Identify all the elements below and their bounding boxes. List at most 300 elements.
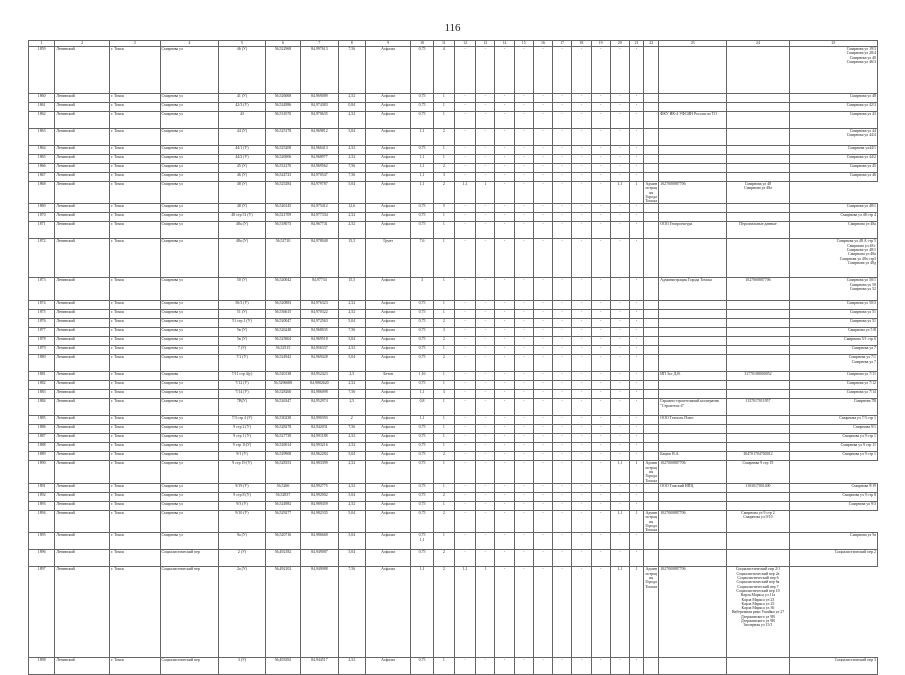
table-cell <box>659 346 727 355</box>
table-cell: 0,75 <box>411 658 433 675</box>
table-cell: 7,56 <box>338 425 365 434</box>
table-cell: 1 <box>476 567 495 658</box>
table-cell: Асфальт <box>365 434 411 443</box>
table-cell: 56,5266 <box>265 483 300 492</box>
table-row <box>29 319 878 328</box>
page-number: 116 <box>444 22 461 34</box>
table-cell <box>659 390 727 399</box>
table-cell: - <box>572 550 591 567</box>
table-cell: Смирнова ул 48а <box>789 222 877 239</box>
table-cell: - <box>514 461 533 483</box>
table-cell: 84,944517 <box>301 658 338 675</box>
table-cell: 0,75 <box>411 492 433 501</box>
table-cell: 1 <box>476 182 495 204</box>
table-cell <box>727 434 790 443</box>
table-cell: 31770188000052 <box>727 372 790 381</box>
table-cell: 1895 <box>29 533 55 550</box>
table-cell: 1867 <box>29 173 55 182</box>
table-cell: 1 <box>433 103 454 112</box>
table-cell: - <box>553 416 572 425</box>
table-cell: - <box>533 443 552 452</box>
table-cell: 0,75 <box>411 94 433 103</box>
table-cell: - <box>495 399 514 416</box>
table-cell: - <box>454 204 475 213</box>
table-cell: - <box>572 173 591 182</box>
table-cell: - <box>610 416 629 425</box>
table-cell: 1,1 <box>454 567 475 658</box>
table-cell: 0,75 <box>411 301 433 310</box>
table-cell <box>644 278 659 301</box>
table-cell: - <box>454 47 475 94</box>
table-row <box>29 337 878 346</box>
table-cell: Асфальт <box>365 567 411 658</box>
table-cell: 56,492102 <box>265 567 300 658</box>
table-cell: 1 <box>433 399 454 416</box>
table-cell: 56,524982 <box>265 501 300 510</box>
table-cell: 84,970322 <box>301 310 338 319</box>
table-cell: 84,949088 <box>301 567 338 658</box>
table-cell: 56,526068 <box>265 94 300 103</box>
table-row <box>29 533 878 550</box>
table-cell: - <box>629 658 643 675</box>
table-cell: - <box>572 222 591 239</box>
table-cell: - <box>610 328 629 337</box>
table-cell: 1 <box>433 381 454 390</box>
table-cell: - <box>476 434 495 443</box>
table-cell: 1859 <box>29 47 55 94</box>
table-cell: 44 (У) <box>219 129 266 146</box>
table-cell: - <box>610 434 629 443</box>
table-cell: ФКУ ИК-4 УФСИН России по ТО <box>659 112 727 129</box>
table-cell <box>644 658 659 675</box>
table-cell: г. Томск <box>109 173 160 182</box>
table-cell: 56,5296688 <box>265 381 300 390</box>
table-cell: - <box>572 567 591 658</box>
table-cell: - <box>553 483 572 492</box>
table-cell <box>644 355 659 372</box>
table-cell: 1889 <box>29 452 55 461</box>
table-cell <box>644 319 659 328</box>
table-cell: Смирнова ул <box>160 103 219 112</box>
table-cell: - <box>495 346 514 355</box>
table-cell: 56,525208 <box>265 146 300 155</box>
table-cell: 46 (У) <box>219 47 266 94</box>
table-cell: Асфальт <box>365 355 411 372</box>
table-cell: - <box>454 550 475 567</box>
table-cell: Ленинский <box>55 501 110 510</box>
table-cell: - <box>454 452 475 461</box>
table-cell: г. Томск <box>109 550 160 567</box>
table-cell: 84,990393 <box>301 416 338 425</box>
table-cell: Ленинский <box>55 381 110 390</box>
table-cell <box>644 425 659 434</box>
table-cell: 56,492182 <box>265 550 300 567</box>
table-cell: - <box>610 103 629 112</box>
table-cell: 45 (У) <box>219 164 266 173</box>
table-cell: 2,52 <box>338 94 365 103</box>
column-number: 8 <box>338 41 365 47</box>
table-cell: - <box>572 452 591 461</box>
table-cell <box>644 434 659 443</box>
table-cell <box>659 319 727 328</box>
table-cell: - <box>591 310 610 319</box>
table-cell: г. Томск <box>109 372 160 381</box>
table-cell: - <box>495 337 514 346</box>
table-cell: Смирнова ул <box>160 47 219 94</box>
table-cell: 3 <box>433 390 454 399</box>
table-cell: 1,1 <box>610 461 629 483</box>
table-cell: Смирнова 9/19 <box>789 483 877 492</box>
table-cell <box>659 355 727 372</box>
table-cell: 0,75 <box>411 310 433 319</box>
table-row <box>29 434 878 443</box>
table-cell: 5,04 <box>338 319 365 328</box>
table-cell: 1874 <box>29 301 55 310</box>
table-cell: - <box>572 239 591 278</box>
table-cell: 9/10 (У) <box>219 510 266 532</box>
table-cell <box>644 222 659 239</box>
table-cell <box>727 112 790 129</box>
table-cell: - <box>572 425 591 434</box>
table-cell: - <box>610 550 629 567</box>
table-cell: - <box>553 319 572 328</box>
table-cell: 2,52 <box>338 112 365 129</box>
table-cell: - <box>610 146 629 155</box>
table-cell: - <box>629 239 643 278</box>
table-cell: Ленинский <box>55 164 110 173</box>
table-cell: 56,520042 <box>265 278 300 301</box>
table-cell: - <box>454 146 475 155</box>
table-cell: 1892 <box>29 492 55 501</box>
table-cell: Смирнова ул <box>160 129 219 146</box>
table-cell: ИП Зос Д.В. <box>659 372 727 381</box>
table-cell <box>644 173 659 182</box>
table-cell: - <box>476 355 495 372</box>
table-cell <box>644 337 659 346</box>
table-cell: Социалистический пер 2/1 Социалистический пер 2а Социалистический пер 6 Социалистический пер 6а Социалистический пер 7 Социалистический пер 10 Карла Маркса ул 11а Карла Маркса ул 23 Карла Маркса ул 25 Карла Маркса ул 36 Набережная реки Ушайки ул 27 Дзержинского ул 9В Дзержинского ул 9В Заозерная ул 15/1 <box>727 567 790 658</box>
table-cell: 1898 <box>29 658 55 675</box>
table-cell: Смирнова ул 48 Смирнова ул 48а <box>727 182 790 204</box>
table-row <box>29 372 878 381</box>
table-cell: 1875 <box>29 310 55 319</box>
table-cell: 56,536615 <box>265 310 300 319</box>
table-cell: 84,966413 <box>301 146 338 155</box>
table-cell: - <box>476 346 495 355</box>
table-cell: 5,04 <box>338 129 365 146</box>
table-cell: 48 (У) <box>219 182 266 204</box>
table-cell: Ленинский <box>55 443 110 452</box>
table-cell: - <box>495 355 514 372</box>
table-cell <box>727 204 790 213</box>
table-cell: Ленинский <box>55 399 110 416</box>
table-cell: 0,75 <box>411 355 433 372</box>
table-row <box>29 443 878 452</box>
table-cell: г. Томск <box>109 425 160 434</box>
table-cell <box>659 501 727 510</box>
table-cell: 56,526248 <box>265 328 300 337</box>
table-cell: - <box>553 443 572 452</box>
table-cell: - <box>495 550 514 567</box>
table-cell: - <box>629 47 643 94</box>
table-cell: 1884 <box>29 399 55 416</box>
table-cell: 2 <box>433 319 454 328</box>
table-cell: - <box>476 204 495 213</box>
table-cell: Асфальт <box>365 301 411 310</box>
table-cell: 56,52710 <box>265 239 300 278</box>
table-cell: - <box>533 425 552 434</box>
table-row <box>29 510 878 532</box>
table-cell: - <box>610 319 629 328</box>
table-cell: - <box>553 222 572 239</box>
table-cell: 5,04 <box>338 492 365 501</box>
table-cell: 1,1 <box>411 182 433 204</box>
column-number: 18 <box>572 41 591 47</box>
table-row <box>29 328 878 337</box>
table-cell: Асфальт <box>365 346 411 355</box>
table-cell: 51 стр 1 (У) <box>219 319 266 328</box>
table-cell: Смирнова ул 48/1 <box>789 204 877 213</box>
table-cell: - <box>553 164 572 173</box>
column-number: 12 <box>454 41 475 47</box>
table-cell: 5,04 <box>338 355 365 372</box>
table-cell: - <box>514 239 533 278</box>
table-cell: 84,983399 <box>301 461 338 483</box>
table-cell: - <box>591 319 610 328</box>
table-cell <box>644 399 659 416</box>
table-cell: - <box>629 337 643 346</box>
table-cell: 0,75 <box>411 483 433 492</box>
table-cell: Социалистический пер <box>160 550 219 567</box>
table-cell: 84,969428 <box>301 355 338 372</box>
table-cell: 7/3 стр 4 (У) <box>219 416 266 425</box>
table-cell: Смирнова ул 9 стр 1 <box>789 434 877 443</box>
table-cell: 43 <box>219 112 266 129</box>
table-cell: - <box>591 533 610 550</box>
table-cell <box>644 146 659 155</box>
table-cell: 0,75 <box>411 443 433 452</box>
table-cell: Ленинский <box>55 346 110 355</box>
table-cell: г. Томск <box>109 337 160 346</box>
table-cell: - <box>610 399 629 416</box>
table-cell: - <box>533 94 552 103</box>
table-cell: Смирнова ул <box>160 501 219 510</box>
table-cell: - <box>591 567 610 658</box>
table-row <box>29 381 878 390</box>
column-number: 9 <box>365 41 411 47</box>
table-cell: - <box>533 355 552 372</box>
table-cell: Асфальт <box>365 416 411 425</box>
table-cell: 56,493392 <box>265 658 300 675</box>
table-row <box>29 155 878 164</box>
table-cell: - <box>610 173 629 182</box>
table-cell: 56,530238 <box>265 416 300 425</box>
table-cell: Смирнова ул <box>160 381 219 390</box>
table-cell: Смирнова ул <box>160 319 219 328</box>
table-cell: г. Томск <box>109 301 160 310</box>
table-cell: - <box>629 301 643 310</box>
table-cell: - <box>572 510 591 532</box>
table-cell: 1883 <box>29 390 55 399</box>
table-cell: г. Томск <box>109 390 160 399</box>
table-cell: 84,968035 <box>301 328 338 337</box>
table-cell: - <box>629 328 643 337</box>
table-cell: 84,974383 <box>301 103 338 112</box>
table-cell: - <box>629 204 643 213</box>
table-cell <box>659 173 727 182</box>
table-cell: - <box>610 346 629 355</box>
column-number: 15 <box>514 41 533 47</box>
table-cell <box>644 492 659 501</box>
table-cell: 56,525804 <box>265 337 300 346</box>
table-cell: - <box>495 103 514 112</box>
table-cell: г. Томск <box>109 319 160 328</box>
table-cell: Смирнова ул <box>160 173 219 182</box>
table-cell: - <box>476 213 495 222</box>
table-cell: - <box>514 319 533 328</box>
table-cell: 0,84 <box>338 103 365 112</box>
table-cell: Смирнова ул 9а <box>789 533 877 550</box>
table-cell: 1,1 <box>610 567 629 658</box>
table-cell <box>659 550 727 567</box>
table-cell: г. Томск <box>109 452 160 461</box>
table-cell: г. Томск <box>109 443 160 452</box>
table-cell: - <box>454 222 475 239</box>
table-cell: - <box>533 222 552 239</box>
table-cell <box>727 129 790 146</box>
table-cell: - <box>610 310 629 319</box>
column-number: 13 <box>476 41 495 47</box>
table-cell: - <box>533 47 552 94</box>
table-cell: 84,976323 <box>301 301 338 310</box>
table-cell: Смирнова ул <box>160 146 219 155</box>
table-cell: Смирнова ул 50/3 <box>789 301 877 310</box>
table-cell: 1 <box>433 94 454 103</box>
table-cell: 9 стр 1 (У) <box>219 434 266 443</box>
table-cell: Ленинский <box>55 483 110 492</box>
table-cell: 7 (У) <box>219 346 266 355</box>
table-cell: 42/3 (У) <box>219 103 266 112</box>
column-number: 24 <box>727 41 790 47</box>
table-cell: - <box>533 173 552 182</box>
table-cell <box>727 164 790 173</box>
column-number: 23 <box>659 41 727 47</box>
table-cell <box>644 164 659 173</box>
table-cell: - <box>514 222 533 239</box>
table-cell: Смирнова ул <box>160 346 219 355</box>
table-cell: 1880 <box>29 355 55 372</box>
table-cell <box>644 129 659 146</box>
table-cell: 1103017001400 <box>727 483 790 492</box>
table-cell <box>644 155 659 164</box>
table-cell: - <box>553 310 572 319</box>
table-cell <box>644 94 659 103</box>
table-cell: Смирнова ул <box>160 425 219 434</box>
table-cell: - <box>495 182 514 204</box>
table-cell: Асфальт <box>365 213 411 222</box>
table-cell: - <box>610 155 629 164</box>
table-cell: 1865 <box>29 155 55 164</box>
table-cell: 84,949087 <box>301 550 338 567</box>
table-cell: Смирнова ул 51 <box>789 310 877 319</box>
table-cell: 84,969562 <box>301 164 338 173</box>
table-cell: 0,75 <box>411 510 433 532</box>
table-cell: - <box>572 658 591 675</box>
table-cell: - <box>454 658 475 675</box>
table-cell <box>644 533 659 550</box>
table-cell: 1,1 <box>411 567 433 658</box>
table-cell <box>644 346 659 355</box>
table-cell: г. Томск <box>109 483 160 492</box>
table-cell: - <box>629 355 643 372</box>
table-cell: - <box>533 461 552 483</box>
table-cell: - <box>454 416 475 425</box>
table-cell: 0,75 <box>411 328 433 337</box>
table-cell: 7,56 <box>338 173 365 182</box>
table-cell: 56,528260 <box>265 390 300 399</box>
table-cell: 1885 <box>29 416 55 425</box>
table-cell: Асфальт <box>365 164 411 173</box>
table-cell: Смирнова ул 9 стр 11 <box>789 443 877 452</box>
table-cell: - <box>514 443 533 452</box>
table-cell: 2,5 <box>338 399 365 416</box>
table-cell: 2,52 <box>338 310 365 319</box>
table-row <box>29 399 878 416</box>
table-cell: - <box>610 278 629 301</box>
table-cell: - <box>610 112 629 129</box>
table-cell: Асфальт <box>365 452 411 461</box>
table-cell: Смирнова ул 42/3 <box>789 103 877 112</box>
table-cell: 1872 <box>29 239 55 278</box>
table-cell <box>727 310 790 319</box>
table-cell: - <box>591 425 610 434</box>
table-cell: 1896 <box>29 550 55 567</box>
table-cell: - <box>495 390 514 399</box>
table-cell: Ленинский <box>55 550 110 567</box>
table-cell: - <box>591 399 610 416</box>
table-cell: 56,524986 <box>265 103 300 112</box>
table-cell: - <box>514 173 533 182</box>
table-cell: - <box>572 47 591 94</box>
table-cell: Смирнова 9 стр 19 <box>727 461 790 483</box>
table-cell: - <box>454 381 475 390</box>
table-row <box>29 204 878 213</box>
table-cell: 1871 <box>29 222 55 239</box>
table-cell: - <box>629 416 643 425</box>
table-cell <box>644 328 659 337</box>
table-cell: - <box>514 567 533 658</box>
table-cell <box>659 204 727 213</box>
table-cell: 9/1 (У) <box>219 452 266 461</box>
table-cell: - <box>476 372 495 381</box>
table-cell: 84,993216 <box>301 443 338 452</box>
table-cell: - <box>514 501 533 510</box>
table-cell: - <box>610 94 629 103</box>
table-cell <box>727 550 790 567</box>
table-cell: 9 стр 8 (У) <box>219 492 266 501</box>
table-cell: 2 <box>433 452 454 461</box>
table-cell: - <box>533 390 552 399</box>
table-cell: - <box>533 381 552 390</box>
table-cell: г. Томск <box>109 204 160 213</box>
table-cell: 3 <box>433 173 454 182</box>
table-cell <box>727 346 790 355</box>
table-cell: Ленинский <box>55 239 110 278</box>
table-cell: г. Томск <box>109 510 160 532</box>
table-cell: - <box>629 173 643 182</box>
table-cell: 1890 <box>29 461 55 483</box>
table-cell: - <box>553 204 572 213</box>
table-cell: Ленинский <box>55 452 110 461</box>
